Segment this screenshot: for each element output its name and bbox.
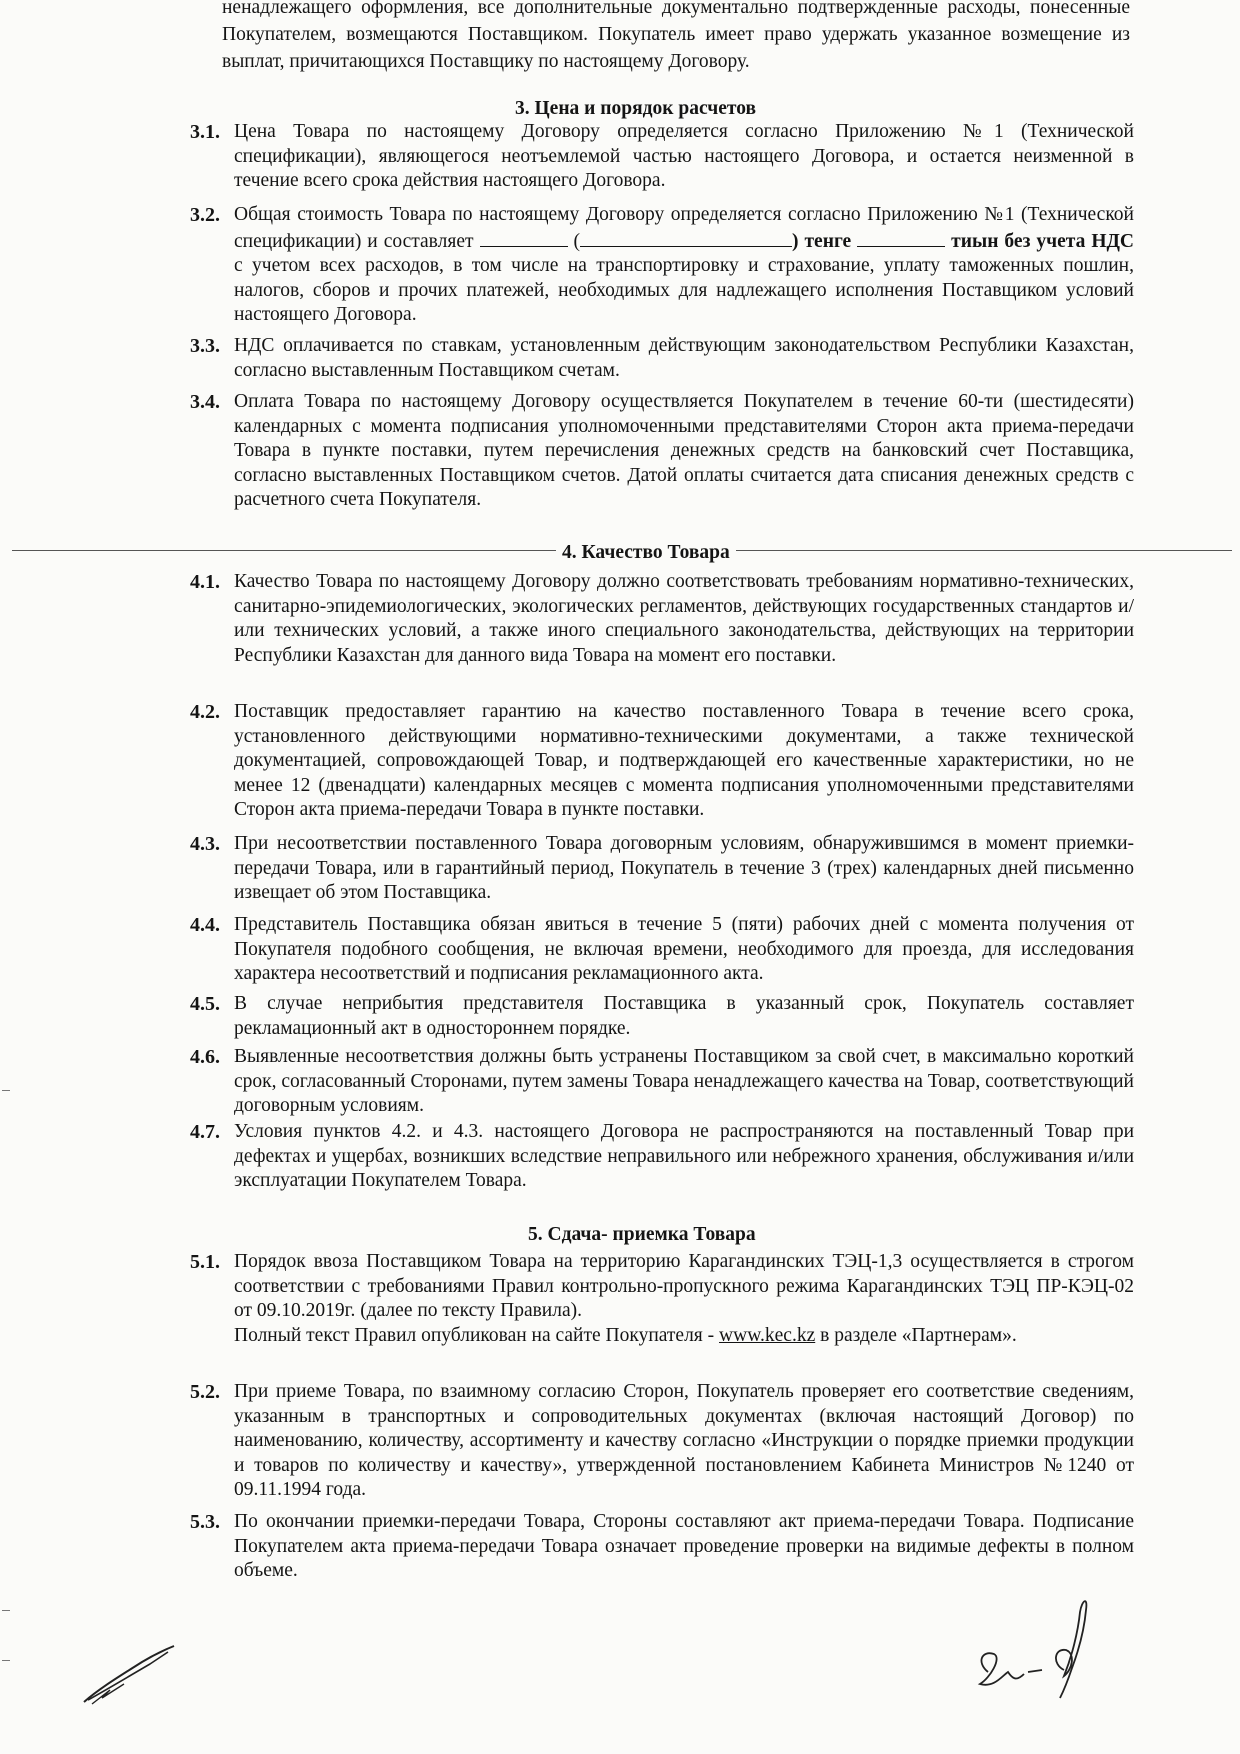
clause-number: 5.1.: [190, 1251, 220, 1273]
clause-number: 3.4.: [190, 391, 220, 413]
scan-artifact: [2, 1090, 10, 1091]
clause-3-1: [190, 120, 1134, 194]
currency-tenge: тенге: [804, 230, 852, 252]
section-3-title: 3. Цена и порядок расчетов: [515, 98, 757, 119]
clause-text: Поставщик предоставляет гарантию на качество поставленного Товара в течение всего срока, установленного действующими нормативно-техническими документами, а также технической документацией, сопровождающей Товар, и подтверждающей его качественные характеристики, но не менее 12 (двенадцати) календарных месяцев с момента подписания уполномоченными представителями Сторон акта приема-передачи Товара в пункте поставки.: [234, 701, 1134, 821]
clause-5-2: [190, 1380, 1134, 1503]
clause-4-7: [190, 1120, 1134, 1194]
partners-section-text: в разделе «Партнерам».: [820, 1324, 1017, 1346]
signature-left-icon: [80, 1640, 180, 1710]
clause-text: При приеме Товара, по взаимному согласию Сторон, Покупатель проверяет его соответствие сведениям, указанным в транспортных и сопроводительных документах (включая настоящий Договор) по наименованию, количеству, ассортименту и качеству согласно «Инструкции о порядке приемки продукции и товаров по количеству и качеству», утвержденной постановлением Кабинета Министров №1240 от 09.11.1994 года.: [234, 1381, 1134, 1501]
clause-text: По окончании приемки-передачи Товара, Стороны составляют акт приема-передачи Товара. Подписание Покупателем акта приема-передачи Товара означает проведение проверки на видимые дефекты в полном объеме.: [234, 1511, 1134, 1582]
clause-3-3: [190, 334, 1134, 383]
clause-text: Представитель Поставщика обязан явиться в течение 5 (пяти) рабочих дней с момента получения от Покупателя подобного сообщения, не включая времени, необходимого для проезда, для исследования характера несоответствий и подписания рекламационного акта.: [234, 914, 1134, 985]
clause-text: Выявленные несоответствия должны быть устранены Поставщиком за свой счет, в максимально короткий срок, согласованный Сторонами, путем замены Товара ненадлежащего качества на Товар, соответствующий договорным условиям.: [234, 1046, 1134, 1117]
clause-number: 5.3.: [190, 1511, 220, 1533]
clause-number: 4.5.: [190, 993, 220, 1015]
clause-number: 3.2.: [190, 204, 220, 226]
clause-5-3: [190, 1510, 1134, 1584]
website-link[interactable]: www.kec.kz: [719, 1324, 816, 1346]
clause-text: Оплата Товара по настоящему Договору осуществляется Покупателем в течение 60-ти (шестидесяти) календарных с момента подписания уполномоченными представителями Сторон акта приема-передачи Товара в пункте поставки, путем перечисления денежных средств на банковский счет Поставщика, согласно выставленных Поставщиком счетов. Датой оплаты считается дата списания денежных средств с расчетного счета Покупателя.: [234, 391, 1134, 511]
clause-number: 3.3.: [190, 335, 220, 357]
clause-number: 4.1.: [190, 571, 220, 593]
clause-text: В случае неприбытия представителя Поставщика в указанный срок, Покупатель составляет рекламационный акт в одностороннем порядке.: [234, 993, 1134, 1039]
clause-number: 4.4.: [190, 914, 220, 936]
clause-text: [234, 203, 1134, 328]
signature-right-icon: [968, 1592, 1108, 1702]
scan-artifact: [2, 1660, 10, 1661]
clause-text-2: [234, 1324, 1134, 1349]
clause-text: Цена Товара по настоящему Договору определяется согласно Приложению №1 (Технической спецификации), являющегося неотъемлемой частью настоящего Договора, и остается неизменной в течение всего срока действия настоящего Договора.: [234, 121, 1134, 192]
clause-5-1: [190, 1250, 1134, 1348]
clause-number: 4.6.: [190, 1046, 220, 1068]
intro-paragraph: ненадлежащего оформления, все дополнительные документально подтвержденные расходы, понесенные Покупателем, возмещаются Поставщиком. Покупатель имеет право удержать указанное возмещение из выплат, причитающихся Поставщику по настоящему Договору.: [222, 0, 1130, 72]
clause-text-part-a: Общая стоимость Товара по настоящему Договору определяется согласно Приложению №1 (Технической спецификации) и составляет: [234, 204, 1134, 252]
clause-text: При несоответствии поставленного Товара договорным условиям, обнаружившимся в момент приемки-передачи Товара, или в гарантийный период, Покупатель в течение 3 (трех) календарных дней письменно извещает об этом Поставщика.: [234, 833, 1134, 904]
close-paren: ): [791, 230, 799, 252]
tiyn-blank: [857, 228, 945, 247]
clause-4-1: [190, 570, 1134, 668]
clause-text: Качество Товара по настоящему Договору должно соответствовать требованиям нормативно-технических, санитарно-эпидемиологических, экологических регламентов, действующих государственных стандартов и/или технических условий, а также иного специального законодательства, действующих на территории Республики Казахстан для данного вида Товара на момент его поставки.: [234, 571, 1134, 666]
clause-text: НДС оплачивается по ставкам, установленным действующим законодательством Республики Казахстан, согласно выставленным Поставщиком счетам.: [234, 335, 1134, 381]
clause-text: Порядок ввоза Поставщиком Товара на территорию Карагандинских ТЭЦ-1,3 осуществляется в строгом соответствии с требованиями Правил контрольно-пропускного режима Карагандинских ТЭЦ ПР-КЭЦ-02 от 09.10.2019г. (далее по тексту Правила).: [234, 1251, 1134, 1322]
clause-4-3: [190, 832, 1134, 906]
tiyn-no-vat: тиын без учета НДС: [951, 230, 1135, 252]
clause-number: 5.2.: [190, 1381, 220, 1403]
clause-4-2: [190, 700, 1134, 823]
rules-published-text: Полный текст Правил опубликован на сайте Покупателя -: [234, 1324, 715, 1346]
scan-artifact: [2, 1610, 10, 1611]
clause-number: 3.1.: [190, 121, 220, 143]
clause-4-4: [190, 913, 1134, 987]
section-5-title: 5. Сдача- приемка Товара: [528, 1224, 756, 1245]
clause-4-5: [190, 992, 1134, 1041]
clause-text: Условия пунктов 4.2. и 4.3. настоящего Договора не распространяются на поставленный Товар при дефектах и ущербах, возникших вследствие неправильного или небрежного хранения, обслуживания и/или эксплуатации Покупателем Товара.: [234, 1121, 1134, 1192]
amount-blank: [480, 228, 568, 247]
clause-4-6: [190, 1045, 1134, 1119]
open-paren: (: [573, 230, 580, 252]
clause-number: 4.3.: [190, 833, 220, 855]
clause-number: 4.7.: [190, 1121, 220, 1143]
amount-words-blank: [580, 228, 792, 247]
section-4-title: 4. Качество Товара: [556, 540, 736, 566]
clause-3-2: [190, 203, 1134, 328]
clause-number: 4.2.: [190, 701, 220, 723]
clause-3-4: [190, 390, 1134, 513]
clause-text-part-b: с учетом всех расходов, в том числе на транспортировку и страхование, уплату таможенных пошлин, налогов, сборов и прочих платежей, необходимых для надлежащего исполнения Поставщиком условий настоящего Договора.: [234, 255, 1134, 326]
